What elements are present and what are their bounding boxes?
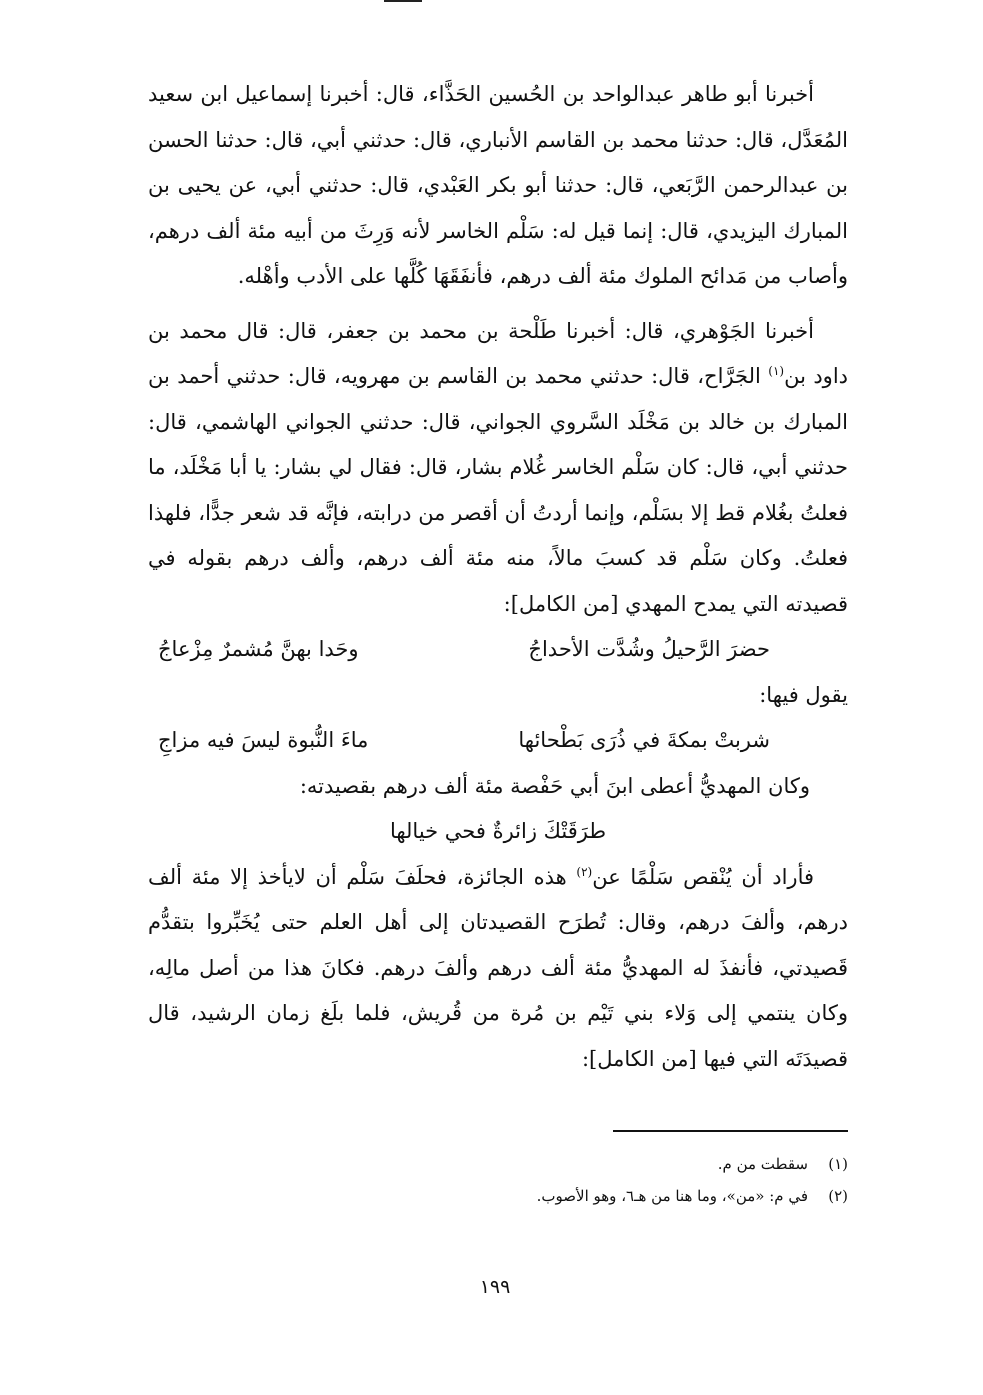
paragraph-3-rest: هذه الجائزة، فحلَفَ سَلْم أن لايأخذ إلا مئة ألف درهم، وألفَ درهم، وقال: تُطرَح القصيدتان إلى أهل العلم حتى يُخَبِّروا بتقدُّم قَصيدتي، فأنفذَ له المهديُّ مئة ألف درهم وألفَ درهم. فكانَ هذا من أصل مالِه، وكان ينتمي إلى وَلاء بني تَيْم بن مُرة من قُريش، فلما بلَغ زمان الرشيد، قال قصيدَتَه التي فيها [من الكامل]:: [148, 864, 848, 1071]
verse-2-second-hemistich: ماءَ النُّبوة ليسَ فيه مزاجِ: [158, 728, 369, 752]
main-text: [148, 72, 848, 1082]
page-number: ١٩٩: [479, 1276, 511, 1298]
line-mahdi: وكان المهديُّ أعطى ابنَ أبي حَفْصة مئة ألف درهم بقصيدته:: [299, 773, 810, 798]
verse-3: طرَقَتْكَ زائرةٌ فحي خيالها: [389, 819, 607, 843]
top-edge-mark: [384, 0, 422, 5]
verse-2-first-hemistich: شربتْ بمكةَ في ذُرَى بَطْحائها: [518, 728, 770, 752]
paragraph-3: [148, 855, 848, 1083]
footnote-ref-2: (٢): [576, 864, 593, 879]
paragraph-3-start: فأراد أن يُنْقص سَلْمًا عن: [592, 864, 815, 889]
verse-1: [148, 627, 848, 673]
verse-1-first-hemistich: حضرَ الرَّحيلُ وشُدَّت الأحداجُ: [528, 637, 770, 661]
footnote-1-number: (١): [828, 1155, 848, 1173]
paragraph-1: أخبرنا أبو طاهر عبدالواحد بن الحُسين الحَذَّاء، قال: أخبرنا إسماعيل ابن سعيد المُعَدَّل، قال: حدثنا محمد بن القاسم الأنباري، قال: حدثني أبي، قال: حدثنا الحسن بن عبدالرحمن الرَّبَعي، قال: حدثنا أبو بكر العَبْدي، قال: حدثني أبي، عن يحيى بن المبارك اليزيدي، قال: إنما قيل له: سَلْم الخاسر لأنه وَرِثَ من أبيه مئة ألف درهم، وأصاب من مَدائح الملوك مئة ألف درهم، فأنفَقَهَا كُلَّها على الأدب وأهْله.: [148, 82, 848, 288]
paragraph-2: [148, 309, 848, 628]
footnote-2-number: (٢): [828, 1187, 848, 1205]
verse-2: [148, 718, 848, 764]
verse-1-second-hemistich: وحَدا بهنَّ مُشمرٌ مِزْعاجُ: [158, 637, 359, 661]
footnote-1-text: سقطت من م.: [717, 1155, 808, 1173]
paragraph-2-start: أخبرنا الجَوْهري، قال: أخبرنا طَلْحة بن محمد بن جعفر، قال: قال محمد بن داود بن: [148, 318, 849, 388]
footnote-2-text: في م: «من»، وما هنا من هـ٦، وهو الأصوب.: [536, 1187, 808, 1205]
footnote-1: [400, 1148, 848, 1180]
footnote-2: [400, 1180, 848, 1212]
footnote-separator: [613, 1130, 848, 1132]
footnote-ref-1: (١): [768, 364, 785, 378]
footnotes: [400, 1148, 848, 1212]
line-yaqul-fiha: يقول فيها:: [759, 682, 848, 707]
paragraph-2-rest: الجَرَّاح، قال: حدثني محمد بن القاسم بن مهرويه، قال: حدثني أحمد بن المبارك بن خالد بن مَخْلَد السَّروي الجواني، قال: حدثني الجواني الهاشمي، قال: حدثني أبي، قال: كان سَلْم الخاسر غُلام بشار، قال: فقال لي بشار: يا أبا مَخْلَد، ما فعلتُ بغُلام قط إلا بسَلْم، وإنما أردتُ أن أقصر من درابته، فإنَّه قد شعر جدًّا، فلهذا فعلتُ. وكان سَلْم قد كسبَ مالاً، منه مئة ألف درهم، وألف درهم بقوله في قصيدته التي يمدح المهدي [من الكامل]:: [148, 364, 848, 616]
